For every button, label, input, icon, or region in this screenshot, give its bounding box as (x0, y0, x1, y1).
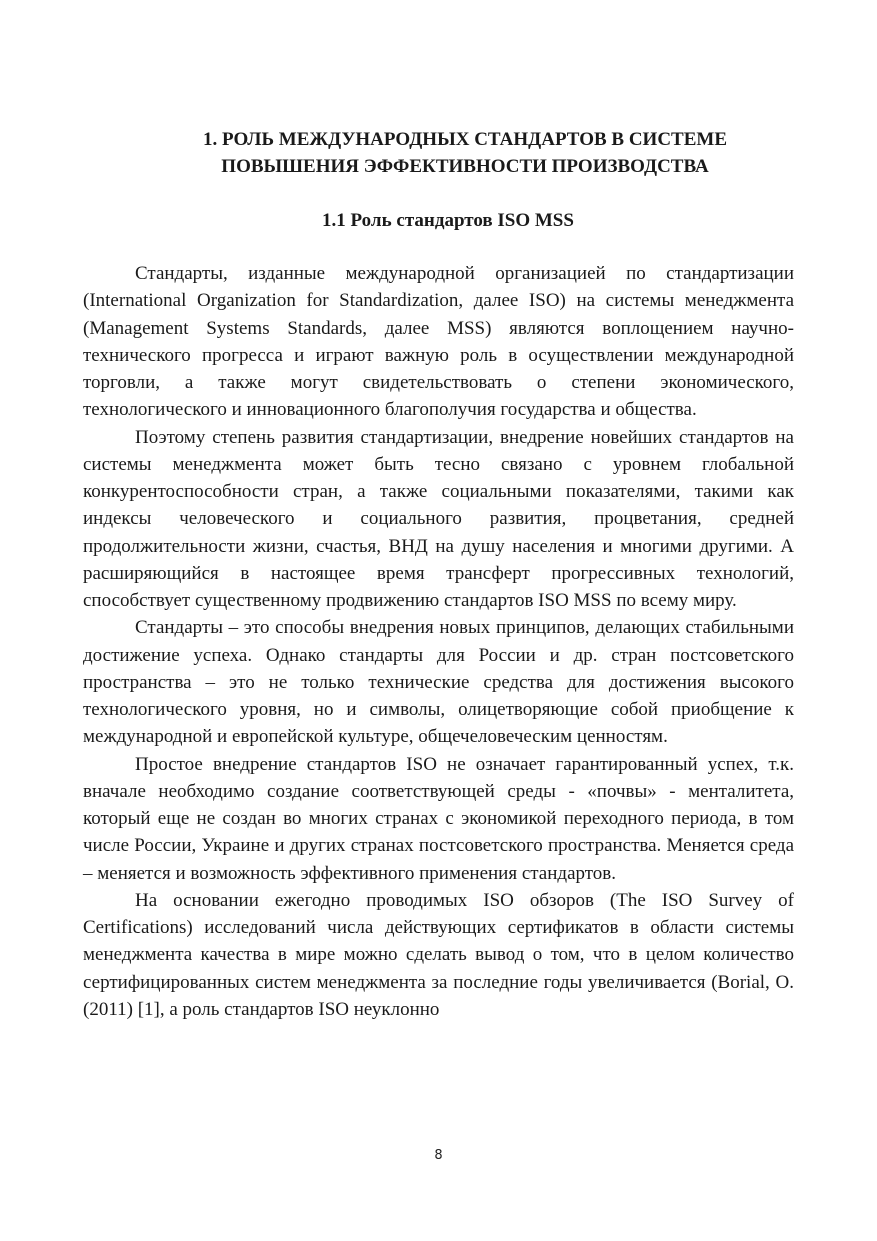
paragraph-2: Поэтому степень развития стандартизации, внедрение новейших стандартов на системы менеджмента может быть тесно связано с уровнем глобальной конкурентоспособности стран, а также социальными показателями, такими как индексы человеческого и социального развития, процветания, средней продолжительности жизни, счастья, ВНД на душу населения и многими другими. А расширяющийся в настоящее время трансферт прогрессивных технологий, способствует существенному продвижению стандартов ISO MSS по всему миру. (83, 426, 794, 611)
chapter-title-line-1: 1. РОЛЬ МЕЖДУНАРОДНЫХ СТАНДАРТОВ В СИСТЕМЕ (202, 129, 728, 150)
paragraph-5: На основании ежегодно проводимых ISO обзоров (The ISO Survey of Certifications) исследований числа действующих сертификатов в области системы менеджмента качества в мире можно сделать вывод о том, что в целом количество сертифицированных систем менеджмента за последние годы увеличивается (Borial, O. (2011) [1], а роль стандартов ISO неуклонно (83, 889, 794, 1020)
section-title: 1.1 Роль стандартов ISO MSS (322, 210, 574, 231)
page-number: 8 (434, 1148, 443, 1163)
paragraph-1: Стандарты, изданные международной организацией по стандартизации (International Organization for Standardization, далее ISO) на системы менеджмента (Management Systems Standards, далее MSS) являются воплощением научно-технического прогресса и играют важную роль в осуществлении международной торговли, а также могут свидетельствовать о степени экономического, технологического и инновационного благополучия государства и общества. (83, 263, 794, 421)
body-text (83, 260, 794, 1023)
paragraph-4: Простое внедрение стандартов ISO не означает гарантированный успех, т.к. вначале необходимо создание соответствующей среды - «почвы» - менталитета, который еще не создан во многих странах с экономикой переходного периода, в том числе России, Украине и других странах постсоветского пространства. Меняется среда – меняется и возможность эффективного применения стандартов. (83, 753, 794, 884)
chapter-title-line-2: ПОВЫШЕНИЯ ЭФФЕКТИВНОСТИ ПРОИЗВОДСТВА (221, 156, 709, 177)
paragraph-3: Стандарты – это способы внедрения новых принципов, делающих стабильными достижение успеха. Однако стандарты для России и др. стран постсоветского пространства – это не только технические средства для достижения высокого технологического уровня, но и символы, олицетворяющие собой приобщение к международной и европейской культуре, общечеловеческим ценностям. (83, 617, 794, 748)
chapter-title (120, 126, 810, 180)
